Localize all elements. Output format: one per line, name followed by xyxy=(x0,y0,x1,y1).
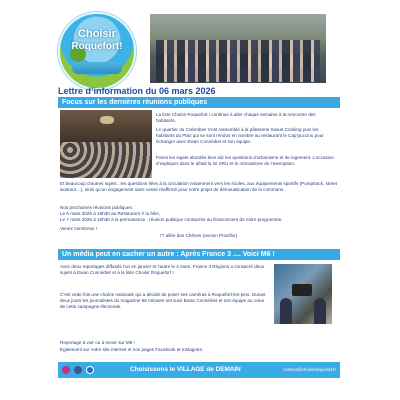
meetings-paragraph-2: Le quartier du Colombier s’est rassemblé à la pâtisserie Sweet Cooking puis les habitants du Plan qui se sont rendus en nombre au restaurant le Cap’puccino pour échanger avec Ewan Connédiet et son équipe. xyxy=(156,127,324,145)
globe-icon[interactable] xyxy=(86,366,94,374)
next-meetings-title: Nos prochaines réunions publiques : xyxy=(60,205,135,210)
footer-bar xyxy=(58,362,340,378)
media-paragraph-4: Également sur notre site internet et nos pages Facebook et Instagram. xyxy=(60,347,204,352)
media-paragraph-1: Avec deux reportages diffusés l’un en janvier et l’autre le 4 mars, France 3 Régions a consacré deux sujets à Ewan Connédiet et à la liste Choisir Roquefort ! xyxy=(60,264,265,276)
contact-email-link[interactable]: contact@choisirroquefort.fr xyxy=(283,367,336,372)
logo-line1: Choisir xyxy=(78,28,116,40)
tv-crew-photo xyxy=(274,264,332,324)
meetings-paragraph-4: Et beaucoup d’autres sujets : les questions liées à la circulation notamment vers les écoles, aux équipements sportifs (Pumptrack, street workout…), ainsi qu’un engagement sans cesse réaffirmé pour notre projet de démoustication de la commune. xyxy=(60,181,338,193)
public-meeting-photo xyxy=(60,110,152,178)
address-text: 77 allée des Chênes (ancien Proxiflor). xyxy=(159,233,239,238)
next-meeting-1: Le 6 mars 2026 à 18h30 au Restaurant À la folie, xyxy=(60,211,161,216)
instagram-icon[interactable] xyxy=(62,366,70,374)
section-title-meetings: Focus sur les dernières réunions publiques xyxy=(58,97,340,108)
choisir-roquefort-logo xyxy=(58,12,136,90)
meetings-paragraph-1: La liste Choisir Roquefort ! continue à aller chaque semaine à la rencontre des habitants. xyxy=(156,112,316,124)
logo-line2: Roquefort! xyxy=(71,41,123,52)
invite-text: Venez nombreux ! xyxy=(60,226,98,231)
section-title-media: Un média peut en cacher un autre : Après France 3 .... Voici M6 ! xyxy=(58,249,340,260)
team-group-photo xyxy=(150,14,326,83)
newsletter-title: Lettre d’information du 06 mars 2026 xyxy=(58,86,216,96)
media-paragraph-2: C’est cette fois une chaîne nationale qui a décidé de poser ses caméras à Roquefort-les-pins. Durant deux jours les journalistes du magazine 66 minutes ont suivi Ewan Connédiet et son équipe au cœur de cette campagne électorale. xyxy=(60,292,266,310)
next-meeting-2: Le 7 mars 2026 à 16h30 à la permanence : réunion publique consacrée au financement de notre programme. xyxy=(60,217,283,222)
media-paragraph-3: Reportage à voir ou à revoir sur M6 ! xyxy=(60,340,135,345)
meetings-paragraph-3: Parmi les sujets abordés bien sûr les questions d’urbanisme et de logement. L’occasion d’expliquer dans le détail la loi SRU et le mécanisme de l’exemption. xyxy=(156,155,334,167)
footer-slogan: Choisissons le VILLAGE de DEMAIN xyxy=(130,366,241,373)
logo-river xyxy=(72,62,122,74)
facebook-icon[interactable] xyxy=(74,366,82,374)
